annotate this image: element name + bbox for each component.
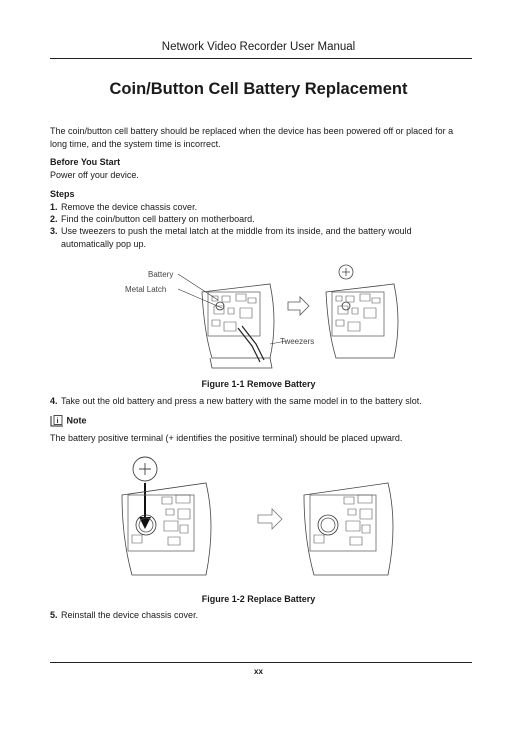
coin-battery-icon xyxy=(339,265,353,279)
figure2-caption: Figure 1-2 Replace Battery xyxy=(201,594,316,604)
note-info-icon xyxy=(50,415,64,427)
steps-heading: Steps xyxy=(50,189,75,199)
board-illustration-right xyxy=(326,284,398,358)
coin-battery-icon xyxy=(133,457,157,481)
step-3 xyxy=(50,225,470,251)
step-number: 1. xyxy=(50,202,58,212)
note-label: Note xyxy=(66,415,87,426)
step-text: Reinstall the device chassis cover. xyxy=(61,610,199,620)
step-text: Take out the old battery and press a new battery with the same model in to the battery slot. xyxy=(61,396,422,406)
step-text-continued: automatically pop up. xyxy=(61,239,147,249)
battery-label: Battery xyxy=(148,270,174,279)
metal-latch-label: Metal Latch xyxy=(125,285,167,294)
svg-text:i: i xyxy=(56,418,59,425)
page-number: xx xyxy=(254,667,263,676)
note-text: The battery positive terminal (+ identifies the positive terminal) should be placed upward. xyxy=(50,433,403,443)
step-4 xyxy=(50,395,470,408)
intro-paragraph: The coin/button cell battery should be replaced when the device has been powered off or placed for a long time, and the system time is incorrect. xyxy=(50,126,454,149)
right-arrow-icon xyxy=(288,297,309,315)
manual-header: Network Video Recorder User Manual xyxy=(161,41,356,53)
tweezers-label: Tweezers xyxy=(280,337,315,346)
step-text: Find the coin/button cell battery on motherboard. xyxy=(61,214,255,224)
step-text: Use tweezers to push the metal latch at the middle from its inside, and the battery would xyxy=(61,226,412,236)
note-heading xyxy=(50,415,87,429)
header-rule xyxy=(50,58,472,59)
figure1-caption: Figure 1-1 Remove Battery xyxy=(201,379,316,389)
footer-rule xyxy=(50,662,472,663)
step-number: 3. xyxy=(50,226,58,236)
right-arrow-icon xyxy=(258,509,282,529)
step-text: Remove the device chassis cover. xyxy=(61,202,198,212)
step-number: 5. xyxy=(50,610,58,620)
figure-remove-battery xyxy=(120,262,420,376)
board-illustration-left xyxy=(122,483,211,575)
step-number: 2. xyxy=(50,214,58,224)
step-number: 4. xyxy=(50,396,58,406)
before-heading: Before You Start xyxy=(50,157,121,167)
page-title: Coin/Button Cell Battery Replacement xyxy=(109,80,408,98)
board-illustration-right xyxy=(304,483,393,575)
before-text: Power off your device. xyxy=(50,170,139,180)
figure-replace-battery xyxy=(118,455,418,590)
step-5 xyxy=(50,609,470,622)
